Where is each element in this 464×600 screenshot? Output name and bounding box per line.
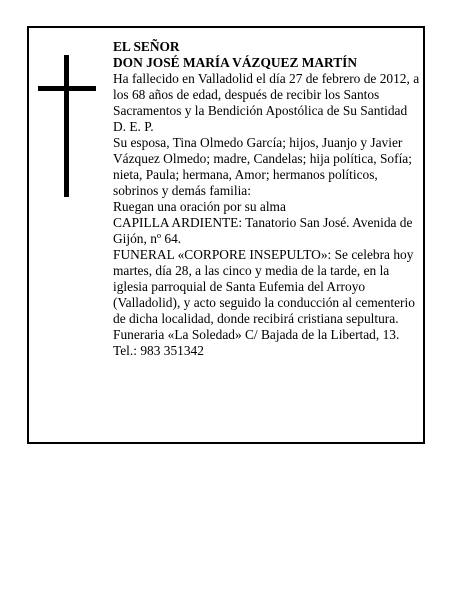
funeral-home-info: Funeraria «La Soledad» C/ Bajada de la Libertad, 13.: [113, 327, 400, 342]
deceased-name: DON JOSÉ MARÍA VÁZQUEZ MARTÍN: [113, 55, 358, 70]
obituary-text: [113, 39, 423, 359]
funeral-info: FUNERAL «CORPORE INSEPULTO»: Se celebra hoy martes, día 28, a las cinco y media de la tarde, en la iglesia parroquial de Santa Eufemia del Arroyo (Valladolid), y acto seguido la conducción al cementerio de dicha localidad, donde recibirá cristiana sepultura.: [113, 247, 415, 326]
obituary-heading: EL SEÑOR: [113, 39, 180, 54]
family-list: Su esposa, Tina Olmedo García; hijos, Juanjo y Javier Vázquez Olmedo; madre, Candelas; hija política, Sofía; nieta, Paula; hermana, Amor; hermanos políticos, sobrinos y demás familia:: [113, 135, 412, 198]
prayer-request: Ruegan una oración por su alma: [113, 199, 286, 214]
cross-vertical-bar: [64, 55, 69, 197]
chapel-info: CAPILLA ARDIENTE: Tanatorio San José. Avenida de Gijón, nº 64.: [113, 215, 413, 246]
cross-icon: [38, 55, 96, 197]
rip-line: D. E. P.: [113, 119, 154, 134]
death-announcement: Ha fallecido en Valladolid el día 27 de febrero de 2012, a los 68 años de edad, después de recibir los Santos Sacramentos y la Bendición Apostólica de Su Santidad: [113, 71, 420, 118]
phone-info: Tel.: 983 351342: [113, 343, 204, 358]
cross-horizontal-bar: [38, 86, 96, 91]
